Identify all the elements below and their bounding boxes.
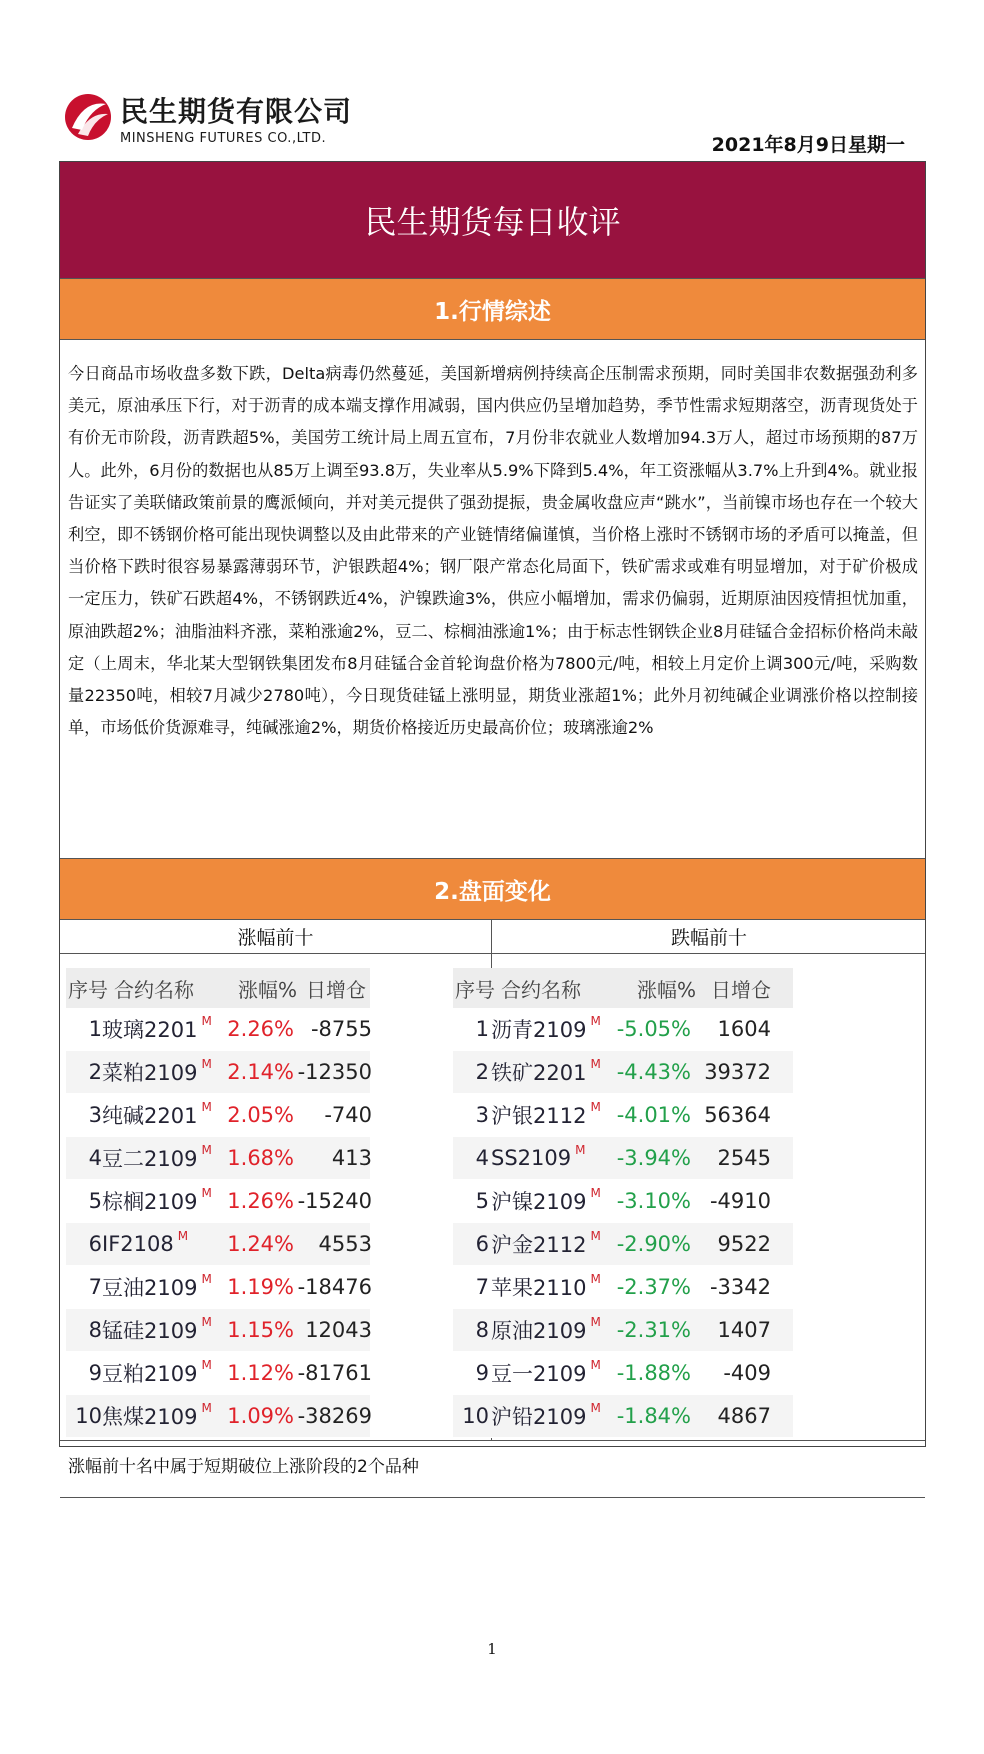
contract-name: 豆粕2109 bbox=[102, 1362, 198, 1386]
table-header bbox=[453, 968, 793, 1008]
open-interest-change: -81761 bbox=[297, 1361, 372, 1385]
losers-body bbox=[453, 1008, 793, 1438]
gainers-body bbox=[66, 1008, 370, 1438]
report-title: 民生期货每日收评 bbox=[60, 162, 925, 278]
row-no: 5 bbox=[88, 1189, 102, 1213]
open-interest-change: -12350 bbox=[297, 1060, 372, 1084]
table-header bbox=[66, 968, 370, 1008]
company-name-en: MINSHENG FUTURES CO.,LTD. bbox=[120, 131, 327, 146]
change-pct: 1.24% bbox=[227, 1232, 294, 1256]
row-no: 2 bbox=[88, 1060, 102, 1084]
change-pct: 1.26% bbox=[227, 1189, 294, 1213]
market-summary-text: 今日商品市场收盘多数下跌，Delta病毒仍然蔓延，美国新增病例持续高企压制需求预期，同时美国非农数据强劲利多美元，原油承压下行，对于沥青的成本端支撑作用减弱，国内供应仍呈增加趋势，季节性需求短期落空，沥青现货处于有价无市阶段，沥青跌超5%，美国劳工统计局上周五宣布，7月份非农就业人数增加94.3万人，超过市场预期的87万人。此外，6月份的数据也从85万上调至93.8万，失业率从5.9%下降到5.4%，年工资涨幅从3.7%上升到4%。就业报告证实了美联储政策前景的鹰派倾向，并对美元提供了强劲提振，贵金属收盘应声“跳水”，当前镍市场也存在一个较大利空，即不锈钢价格可能出现快调整以及由此带来的产业链情绪偏谨慎，当价格上涨时不锈钢市场的矛盾可以掩盖，但当价格下跌时很容易暴露薄弱环节，沪银跌超4%；钢厂限产常态化局面下，铁矿需求或难有明显增加，对于矿价极成一定压力，铁矿石跌超4%，不锈钢跌近4%，沪镍跌逾3%，供应小幅增加，需求仍偏弱，近期原油因疫情担忧加重，原油跌超2%；油脂油料齐涨，菜粕涨逾2%，豆二、棕榈油涨逾1%；由于标志性钢铁企业8月硅锰合金招标价格尚未敲定（上周末，华北某大型钢铁集团发布8月硅锰合金首轮询盘价格为7800元/吨，相较上月定价上调300元/吨，采购数量22350吨，相较7月减少2780吨），今日现货硅锰上涨明显，期货业涨超1%；此外月初纯碱企业调涨价格以控制接单，市场低价货源难寻，纯碱涨逾2%，期货价格接近历史最高价位；玻璃涨逾2% bbox=[68, 364, 918, 738]
main-contract-badge: M bbox=[590, 1272, 601, 1286]
contract-name: SS2109 bbox=[491, 1146, 572, 1170]
main-contract-badge: M bbox=[177, 1229, 189, 1243]
contract-name: 豆二2109 bbox=[102, 1147, 198, 1171]
change-pct: -4.01% bbox=[616, 1103, 691, 1127]
change-pct: 1.68% bbox=[227, 1146, 294, 1170]
section-heading-overview: 1.行情综述 bbox=[60, 278, 925, 340]
table-row bbox=[453, 1395, 793, 1438]
contract-name: 豆一2109 bbox=[491, 1362, 587, 1386]
row-no: 10 bbox=[75, 1404, 102, 1428]
row-no: 7 bbox=[475, 1275, 489, 1299]
row-no: 4 bbox=[88, 1146, 102, 1170]
table-row bbox=[66, 1051, 370, 1094]
table-row bbox=[66, 1223, 370, 1266]
change-pct: -2.37% bbox=[616, 1275, 691, 1299]
main-contract-badge: M bbox=[590, 1014, 601, 1028]
contract-name: 锰硅2109 bbox=[102, 1319, 198, 1343]
table-row bbox=[453, 1137, 793, 1180]
table-row bbox=[66, 1180, 370, 1223]
open-interest-change: -38269 bbox=[297, 1404, 372, 1428]
main-contract-badge: M bbox=[201, 1315, 212, 1329]
row-no: 8 bbox=[88, 1318, 102, 1342]
main-contract-badge: M bbox=[590, 1229, 601, 1243]
open-interest-change: -8755 bbox=[310, 1017, 372, 1041]
main-contract-badge: M bbox=[590, 1100, 601, 1114]
contract-name: 苹果2110 bbox=[491, 1276, 587, 1300]
contract-name: 沪银2112 bbox=[491, 1104, 587, 1128]
contract-name: 焦煤2109 bbox=[102, 1405, 198, 1429]
main-contract-badge: M bbox=[575, 1143, 586, 1157]
open-interest-change: -15240 bbox=[297, 1189, 372, 1213]
row-no: 5 bbox=[475, 1189, 489, 1213]
header-no: 序号 bbox=[68, 977, 108, 1002]
table-row bbox=[453, 1094, 793, 1137]
main-contract-badge: M bbox=[201, 1401, 212, 1415]
contract-name: IF2108 bbox=[102, 1232, 174, 1256]
table-row bbox=[66, 1008, 370, 1051]
divider bbox=[60, 1440, 925, 1441]
table-row bbox=[66, 1309, 370, 1352]
header-pct: 涨幅% bbox=[238, 977, 298, 1002]
open-interest-change: 1407 bbox=[717, 1318, 771, 1342]
table-row bbox=[453, 1266, 793, 1309]
contract-name: 棕榈2109 bbox=[102, 1190, 198, 1214]
gainers-title: 涨幅前十 bbox=[237, 926, 314, 949]
company-logo bbox=[64, 84, 364, 154]
main-contract-badge: M bbox=[201, 1358, 212, 1372]
contract-name: 玻璃2201 bbox=[102, 1018, 198, 1042]
change-pct: -1.84% bbox=[616, 1404, 691, 1428]
main-contract-badge: M bbox=[201, 1143, 212, 1157]
row-no: 9 bbox=[475, 1361, 489, 1385]
open-interest-change: 1604 bbox=[717, 1017, 771, 1041]
contract-name: 沪铅2109 bbox=[491, 1405, 587, 1429]
open-interest-change: 9522 bbox=[717, 1232, 771, 1256]
change-pct: -2.90% bbox=[616, 1232, 691, 1256]
table-row bbox=[66, 1352, 370, 1395]
report-date: 2021年8月9日星期一 bbox=[711, 134, 905, 156]
main-contract-badge: M bbox=[590, 1401, 601, 1415]
main-contract-badge: M bbox=[590, 1358, 601, 1372]
row-no: 3 bbox=[88, 1103, 102, 1127]
contract-name: 沪镍2109 bbox=[491, 1190, 587, 1214]
row-no: 6 bbox=[475, 1232, 489, 1256]
section-heading-board: 2.盘面变化 bbox=[60, 858, 925, 920]
main-contract-badge: M bbox=[201, 1100, 212, 1114]
losers-title: 跌幅前十 bbox=[670, 926, 747, 949]
change-pct: -2.31% bbox=[616, 1318, 691, 1342]
open-interest-change: -740 bbox=[324, 1103, 372, 1127]
main-contract-badge: M bbox=[590, 1057, 601, 1071]
divider bbox=[60, 1497, 925, 1498]
open-interest-change: -3342 bbox=[709, 1275, 771, 1299]
table-row bbox=[66, 1266, 370, 1309]
change-pct: 2.05% bbox=[227, 1103, 294, 1127]
table-row bbox=[66, 1395, 370, 1438]
row-no: 6 bbox=[88, 1232, 102, 1256]
change-pct: -5.05% bbox=[616, 1017, 691, 1041]
change-pct: -4.43% bbox=[616, 1060, 691, 1084]
main-contract-badge: M bbox=[201, 1272, 212, 1286]
main-contract-badge: M bbox=[201, 1186, 212, 1200]
change-pct: 1.09% bbox=[227, 1404, 294, 1428]
contract-name: 沥青2109 bbox=[491, 1018, 587, 1042]
row-no: 9 bbox=[88, 1361, 102, 1385]
losers-table bbox=[453, 968, 793, 1438]
contract-name: 纯碱2201 bbox=[102, 1104, 198, 1128]
open-interest-change: 2545 bbox=[717, 1146, 771, 1170]
open-interest-change: 4867 bbox=[717, 1404, 771, 1428]
table-row bbox=[453, 1223, 793, 1266]
open-interest-change: -18476 bbox=[297, 1275, 372, 1299]
row-no: 7 bbox=[88, 1275, 102, 1299]
contract-name: 铁矿2201 bbox=[491, 1061, 587, 1085]
row-no: 10 bbox=[462, 1404, 489, 1428]
report-frame bbox=[59, 161, 926, 1477]
contract-name: 原油2109 bbox=[491, 1319, 587, 1343]
change-pct: -1.88% bbox=[616, 1361, 691, 1385]
table-row bbox=[453, 1352, 793, 1395]
main-contract-badge: M bbox=[590, 1315, 601, 1329]
change-pct: 2.26% bbox=[227, 1017, 294, 1041]
header-name: 合约名称 bbox=[114, 977, 194, 1002]
change-pct: 1.15% bbox=[227, 1318, 294, 1342]
open-interest-change: 4553 bbox=[318, 1232, 372, 1256]
open-interest-change: -4910 bbox=[709, 1189, 771, 1213]
change-pct: 1.12% bbox=[227, 1361, 294, 1385]
change-pct: 2.14% bbox=[227, 1060, 294, 1084]
main-contract-badge: M bbox=[201, 1057, 212, 1071]
open-interest-change: 413 bbox=[331, 1146, 372, 1170]
header-oi: 日增仓 bbox=[711, 977, 771, 1002]
open-interest-change: 56364 bbox=[704, 1103, 771, 1127]
page-number: 1 bbox=[487, 1640, 497, 1658]
row-no: 1 bbox=[475, 1017, 489, 1041]
open-interest-change: 12043 bbox=[305, 1318, 372, 1342]
gainers-note: 涨幅前十名中属于短期破位上涨阶段的2个品种 bbox=[68, 1457, 419, 1477]
main-contract-badge: M bbox=[590, 1186, 601, 1200]
table-row bbox=[453, 1051, 793, 1094]
open-interest-change: 39372 bbox=[704, 1060, 771, 1084]
row-no: 1 bbox=[88, 1017, 102, 1041]
open-interest-change: -409 bbox=[723, 1361, 771, 1385]
change-pct: -3.94% bbox=[616, 1146, 691, 1170]
contract-name: 菜粕2109 bbox=[102, 1061, 198, 1085]
change-pct: 1.19% bbox=[227, 1275, 294, 1299]
table-row bbox=[453, 1309, 793, 1352]
header-name: 合约名称 bbox=[501, 977, 581, 1002]
row-no: 8 bbox=[475, 1318, 489, 1342]
header-oi: 日增仓 bbox=[306, 977, 366, 1002]
company-name-cn: 民生期货有限公司 bbox=[120, 95, 353, 128]
header-no: 序号 bbox=[455, 977, 495, 1002]
table-row bbox=[453, 1180, 793, 1223]
contract-name: 豆油2109 bbox=[102, 1276, 198, 1300]
main-contract-badge: M bbox=[201, 1014, 212, 1028]
row-no: 4 bbox=[475, 1146, 489, 1170]
change-pct: -3.10% bbox=[616, 1189, 691, 1213]
row-no: 2 bbox=[475, 1060, 489, 1084]
divider bbox=[60, 953, 925, 954]
header-pct: 涨幅% bbox=[637, 977, 697, 1002]
contract-name: 沪金2112 bbox=[491, 1233, 587, 1257]
logo-mark-icon bbox=[64, 90, 112, 144]
row-no: 3 bbox=[475, 1103, 489, 1127]
table-row bbox=[453, 1008, 793, 1051]
gainers-table bbox=[66, 968, 370, 1438]
table-row bbox=[66, 1137, 370, 1180]
table-row bbox=[66, 1094, 370, 1137]
